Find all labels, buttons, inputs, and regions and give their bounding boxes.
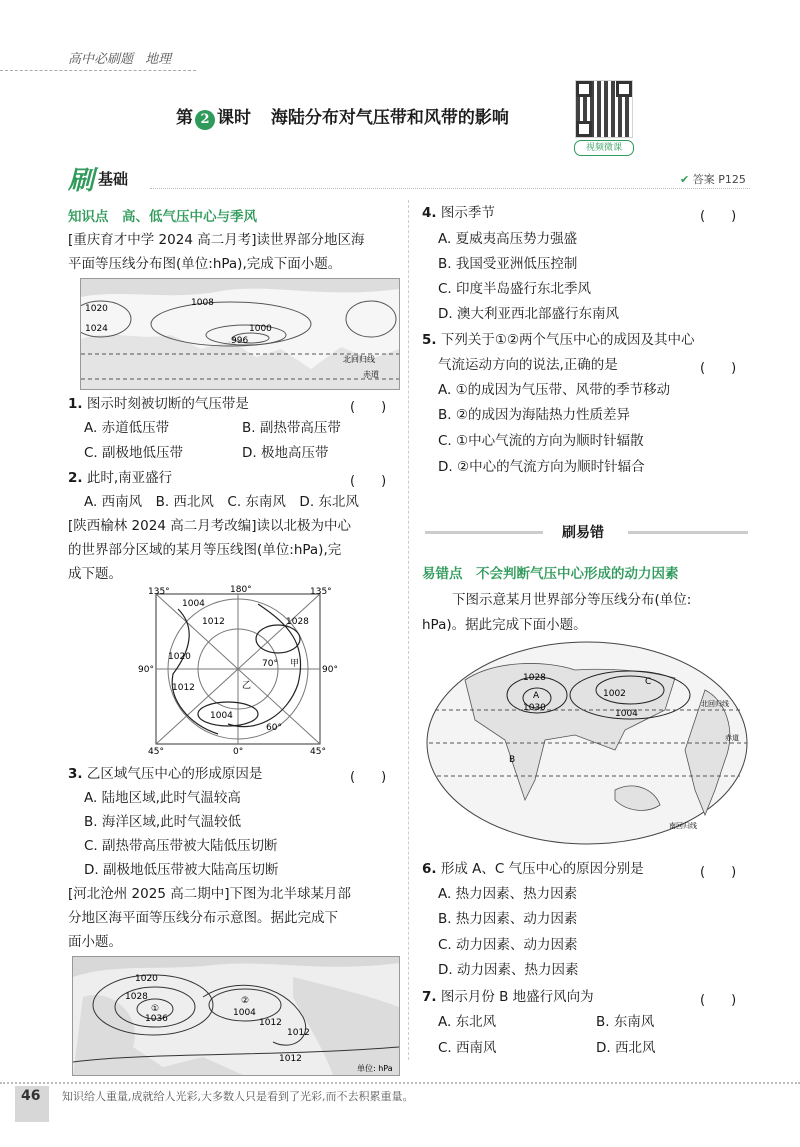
q3-option-a[interactable]: A. 陆地区域,此时气温较高 bbox=[84, 790, 241, 806]
page-number: 46 bbox=[21, 1088, 41, 1104]
lesson-topic: 海陆分布对气压带和风带的影响 bbox=[270, 108, 509, 128]
error-point: 易错点 不会判断气压中心形成的动力因素 bbox=[422, 566, 679, 582]
label-yi: 乙 bbox=[242, 681, 252, 691]
label-equator: 赤道 bbox=[363, 370, 379, 379]
label-center-1: ① bbox=[151, 1004, 160, 1014]
q5-option-d[interactable]: D. ②中心的气流方向为顺时针辐合 bbox=[438, 459, 645, 475]
qr-label: 视频微课 bbox=[574, 140, 634, 156]
q4-option-d[interactable]: D. 澳大利亚西北部盛行东南风 bbox=[438, 306, 619, 322]
source-note-3a: [河北沧州 2025 高二期中]下图为北半球某月部 bbox=[68, 886, 351, 902]
pressure-map-1 bbox=[80, 278, 400, 390]
lon-90-right: 90° bbox=[322, 665, 338, 675]
land-arctic bbox=[73, 957, 399, 977]
label-1000: 1000 bbox=[249, 324, 272, 334]
label-1002: 1002 bbox=[603, 689, 626, 699]
answer-ref: ✔ 答案 P125 bbox=[680, 173, 746, 186]
label-1036: 1036 bbox=[145, 1014, 168, 1024]
label-1020: 1020 bbox=[168, 652, 191, 662]
lon-135-right: 135° bbox=[310, 587, 332, 597]
label-1020: 1020 bbox=[135, 974, 158, 984]
q1-option-b[interactable]: B. 副热带高压带 bbox=[242, 420, 341, 436]
label-1012-c: 1012 bbox=[279, 1054, 302, 1064]
q3-option-c[interactable]: C. 副热带高压带被大陆低压切断 bbox=[84, 838, 278, 854]
q3-answer-blank[interactable]: ( ) bbox=[350, 770, 387, 785]
lon-135-left: 135° bbox=[148, 587, 170, 597]
q1-option-c[interactable]: C. 副极地低压带 bbox=[84, 445, 184, 461]
brush-char: 刷 bbox=[68, 166, 95, 196]
q6-option-d[interactable]: D. 动力因素、热力因素 bbox=[438, 962, 579, 978]
lon-90-left: 90° bbox=[138, 665, 154, 675]
label-1012-a: 1012 bbox=[259, 1018, 282, 1028]
pressure-map-1-svg bbox=[81, 279, 399, 389]
land-north bbox=[81, 279, 399, 297]
q2-stem: 2. 此时,南亚盛行 bbox=[68, 470, 173, 486]
label-b: B bbox=[509, 755, 516, 765]
q4-option-c[interactable]: C. 印度半岛盛行东北季风 bbox=[438, 281, 592, 297]
q3-stem: 3. 乙区域气压中心的形成原因是 bbox=[68, 766, 263, 782]
label-1020: 1020 bbox=[85, 304, 108, 314]
label-1008: 1008 bbox=[191, 298, 214, 308]
label-1028: 1028 bbox=[286, 617, 309, 627]
label-1024: 1024 bbox=[85, 324, 108, 334]
lon-45-left: 45° bbox=[148, 747, 164, 756]
q1-stem: 1. 图示时刻被切断的气压带是 bbox=[68, 396, 249, 412]
q5-option-a[interactable]: A. ①的成因为气压带、风带的季节移动 bbox=[438, 382, 671, 398]
label-1004-low: 1004 bbox=[210, 711, 233, 721]
label-center-2: ② bbox=[241, 996, 250, 1006]
label-1012-top: 1012 bbox=[202, 617, 225, 627]
world-map bbox=[425, 640, 750, 846]
q5-option-b[interactable]: B. ②的成因为海陆热力性质差异 bbox=[438, 407, 630, 423]
label-tropic: 北回归线 bbox=[343, 355, 375, 364]
label-1004: 1004 bbox=[233, 1008, 256, 1018]
q7-stem: 7. 图示月份 B 地盛行风向为 bbox=[422, 989, 594, 1005]
source-note-3c: 面小题。 bbox=[68, 934, 122, 950]
q1-option-a[interactable]: A. 赤道低压带 bbox=[84, 420, 170, 436]
lon-180: 180° bbox=[230, 585, 252, 595]
section-err-rule-right bbox=[628, 531, 748, 534]
footer-dotted-rule bbox=[0, 1082, 800, 1084]
q6-option-b[interactable]: B. 热力因素、动力因素 bbox=[438, 911, 578, 927]
column-divider bbox=[408, 200, 409, 1060]
q5-stem-b: 气流运动方向的说法,正确的是 bbox=[438, 357, 618, 373]
q4-option-b[interactable]: B. 我国受亚洲低压控制 bbox=[438, 256, 578, 272]
footer-motto: 知识给人重量,成就给人光彩,大多数人只是看到了光彩,而不去积累重量。 bbox=[62, 1090, 414, 1103]
source-note-2c: 成下题。 bbox=[68, 566, 122, 582]
q7-answer-blank[interactable]: ( ) bbox=[700, 993, 737, 1008]
label-1028: 1028 bbox=[125, 992, 148, 1002]
knowledge-point: 知识点 高、低气压中心与季风 bbox=[68, 209, 257, 225]
world-map-svg bbox=[425, 640, 750, 846]
label-1004: 1004 bbox=[615, 709, 638, 719]
label-1012-b: 1012 bbox=[287, 1028, 310, 1038]
polar-map bbox=[138, 584, 338, 756]
polar-map-svg bbox=[138, 584, 338, 756]
source-note-3b: 分地区海平面等压线分布示意图。据此完成下 bbox=[68, 910, 338, 926]
subject-name: 地理 bbox=[145, 52, 172, 67]
q7-option-b[interactable]: B. 东南风 bbox=[596, 1014, 655, 1030]
q4-answer-blank[interactable]: ( ) bbox=[700, 209, 737, 224]
label-60: 60° bbox=[266, 723, 282, 733]
source-note-2b: 的世界部分区域的某月等压线图(单位:hPa),完 bbox=[68, 542, 342, 558]
lesson-title: 第 2 课时 海陆分布对气压带和风带的影响 bbox=[176, 108, 509, 128]
q3-option-b[interactable]: B. 海洋区域,此时气温较低 bbox=[84, 814, 242, 830]
q2-options[interactable]: A. 西南风 B. 西北风 C. 东南风 D. 东北风 bbox=[84, 494, 359, 510]
q7-option-c[interactable]: C. 西南风 bbox=[438, 1040, 497, 1056]
lesson-number-badge: 2 bbox=[195, 110, 215, 130]
label-1004-top: 1004 bbox=[182, 599, 205, 609]
label-tropic-south: 南回归线 bbox=[669, 822, 697, 830]
label-a: A bbox=[533, 691, 540, 701]
label-tropic: 北回归线 bbox=[701, 700, 729, 708]
source-note-1b: 平面等压线分布图(单位:hPa),完成下面小题。 bbox=[68, 256, 342, 272]
q7-option-a[interactable]: A. 东北风 bbox=[438, 1014, 497, 1030]
q6-stem: 6. 形成 A、C 气压中心的原因分别是 bbox=[422, 861, 644, 877]
q5-option-c[interactable]: C. ①中心气流的方向为顺时针辐散 bbox=[438, 433, 644, 449]
q6-answer-blank[interactable]: ( ) bbox=[700, 865, 737, 880]
section-err-rule-left bbox=[425, 531, 543, 534]
q5-stem-a: 5. 下列关于①②两个气压中心的成因及其中心 bbox=[422, 332, 695, 348]
lon-0: 0° bbox=[233, 747, 244, 756]
q1-answer-blank[interactable]: ( ) bbox=[350, 400, 387, 415]
section-rule bbox=[150, 188, 750, 189]
intro-a: 下图示意某月世界部分等压线分布(单位: bbox=[452, 592, 692, 608]
isobar-east bbox=[346, 301, 396, 337]
q4-option-a[interactable]: A. 夏威夷高压势力强盛 bbox=[438, 231, 578, 247]
check-icon: ✔ bbox=[680, 173, 690, 186]
label-996: 996 bbox=[231, 336, 249, 346]
q1-option-d[interactable]: D. 极地高压带 bbox=[242, 445, 329, 461]
lon-45-right: 45° bbox=[310, 747, 326, 756]
qr-code[interactable] bbox=[575, 80, 633, 138]
section-basic-label: 基础 bbox=[98, 170, 129, 188]
book-name: 高中必刷题 bbox=[68, 52, 134, 67]
pressure-map-3 bbox=[72, 956, 400, 1076]
label-1030: 1030 bbox=[523, 703, 546, 713]
label-1028: 1028 bbox=[523, 673, 546, 683]
section-basic-badge bbox=[68, 162, 148, 196]
intro-b: hPa)。据此完成下面小题。 bbox=[422, 617, 587, 633]
source-note-1a: [重庆育才中学 2024 高二月考]读世界部分地区海 bbox=[68, 232, 365, 248]
q4-stem: 4. 图示季节 bbox=[422, 205, 495, 221]
q6-option-c[interactable]: C. 动力因素、动力因素 bbox=[438, 937, 578, 953]
label-equator: 赤道 bbox=[725, 734, 739, 742]
label-jia: 甲 bbox=[290, 659, 300, 669]
running-header bbox=[68, 48, 171, 67]
q6-option-a[interactable]: A. 热力因素、热力因素 bbox=[438, 886, 578, 902]
pressure-map-3-svg bbox=[73, 957, 399, 1075]
label-unit: 单位: hPa bbox=[357, 1064, 393, 1073]
header-rule bbox=[0, 70, 196, 71]
label-70: 70° bbox=[262, 659, 278, 669]
section-err-label: 刷易错 bbox=[562, 525, 604, 541]
source-note-2a: [陕西榆林 2024 高二月考改编]读以北极为中心 bbox=[68, 518, 351, 534]
label-c: C bbox=[645, 677, 652, 687]
q3-option-d[interactable]: D. 副极地低压带被大陆高压切断 bbox=[84, 862, 279, 878]
q5-answer-blank[interactable]: ( ) bbox=[700, 361, 737, 376]
q2-answer-blank[interactable]: ( ) bbox=[350, 474, 387, 489]
q7-option-d[interactable]: D. 西北风 bbox=[596, 1040, 656, 1056]
land-america bbox=[293, 977, 399, 1075]
label-1012-left: 1012 bbox=[172, 683, 195, 693]
